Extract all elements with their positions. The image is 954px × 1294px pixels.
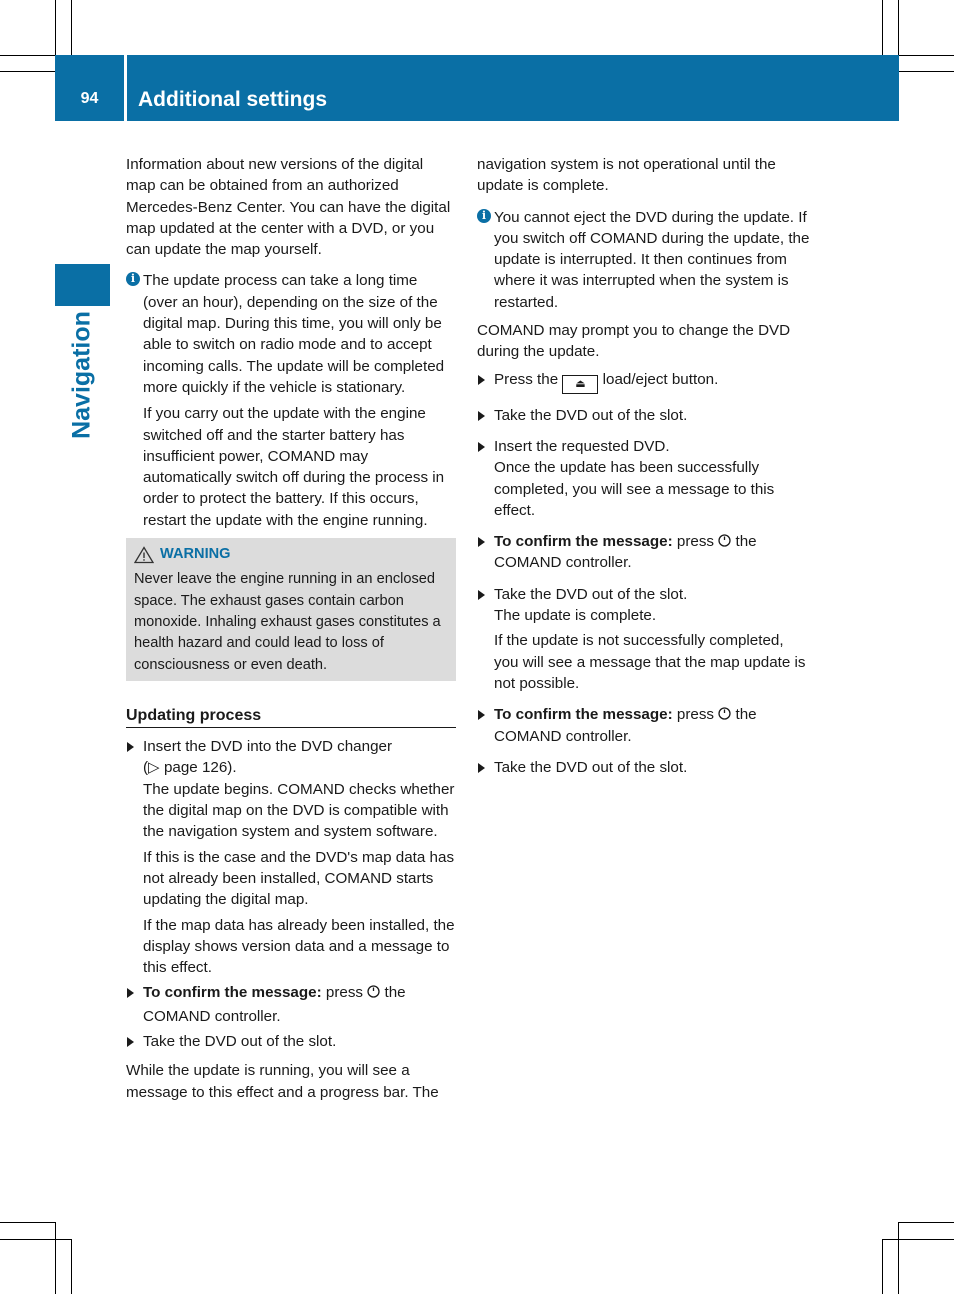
section-title: Additional settings (138, 88, 327, 111)
continued-paragraph: navigation system is not operational until the update is complete. (477, 156, 776, 195)
step-text: Take the DVD out of the slot. (494, 585, 688, 603)
step-take-dvd-out-2 (477, 584, 811, 694)
step-arrow-icon (478, 411, 485, 421)
step-insert-dvd (126, 736, 456, 978)
step-label: To confirm the message: (143, 984, 322, 1002)
step-result: The update is complete. (494, 607, 657, 625)
crop-mark (71, 0, 72, 55)
step-result: Once the update has been successfully completed, you will see a message to this effect. (494, 459, 775, 519)
step-text-2: the (735, 533, 757, 551)
info-note-text-2: If you carry out the update with the engine switched off and the starter battery has insufficient power, COMAND may automatically switch off during the process in order to protect the battery. If this occurs, restart the update with the engine running. (143, 405, 445, 529)
step-text: press (676, 706, 715, 724)
step-insert-requested-dvd (477, 436, 811, 521)
step-text: Press the (494, 370, 559, 388)
info-note-text: You cannot eject the DVD during the update. If you switch off COMAND during the update, the update is interrupted. It then continues from where it was interrupted when the system is restarted. (494, 208, 810, 311)
step-text-2: the (384, 984, 406, 1002)
crop-mark (0, 55, 55, 56)
crop-mark (899, 1222, 954, 1223)
step-text: Insert the requested DVD. (494, 437, 670, 455)
subheading-updating-process: Updating process (126, 705, 456, 728)
crop-mark (55, 1222, 56, 1294)
crop-mark (71, 1239, 72, 1294)
crop-mark (0, 1239, 71, 1240)
controller-press-icon (367, 985, 380, 998)
step-arrow-icon (478, 442, 485, 452)
right-column (477, 154, 811, 778)
info-icon (126, 272, 140, 286)
warning-text: Never leave the engine running in an enclosed space. The exhaust gases contain carbon monoxide. Inhaling exhaust gases constitutes a health hazard and could lead to loss of consciousness or even death. (134, 571, 441, 673)
info-icon (477, 209, 491, 223)
step-arrow-icon (127, 742, 134, 752)
step-confirm-message-2 (477, 704, 811, 747)
step-text-3: COMAND controller. (494, 727, 632, 745)
warning-header (134, 544, 448, 565)
step-result-3: If the map data has already been installed, the display shows version data and a message to this effect. (143, 916, 455, 977)
crop-mark (882, 1239, 954, 1240)
step-press-eject (477, 369, 811, 394)
side-tab-label: Navigation (67, 311, 96, 439)
step-result: The update begins. COMAND checks whether the digital map on the DVD is compatible with the navigation system and system software. (143, 780, 455, 841)
crop-mark (899, 71, 954, 72)
eject-button-icon: ⏏ (562, 375, 598, 394)
closing-paragraph: While the update is running, you will see a message to this effect and a progress bar. The (126, 1062, 439, 1101)
step-text-2: load/eject button. (602, 370, 719, 388)
crop-mark (0, 71, 55, 72)
info-note-text: The update process can take a long time (over an hour), depending on the size of the digital map. During this time, you will only be able to switch on radio mode and to accept incoming calls. The update will be completed more quickly if the vehicle is stationary. (143, 272, 445, 396)
left-column (126, 154, 456, 1103)
step-text: Take the DVD out of the slot. (494, 406, 688, 424)
step-text-3: COMAND controller. (143, 1007, 281, 1025)
step-label: To confirm the message: (494, 533, 673, 551)
step-text: press (325, 984, 364, 1002)
crop-mark (899, 55, 954, 56)
header-separator (124, 55, 127, 121)
step-arrow-icon (478, 537, 485, 547)
crop-mark (882, 1239, 883, 1294)
prompt-paragraph: COMAND may prompt you to change the DVD during the update. (477, 322, 791, 361)
crop-mark (0, 1222, 55, 1223)
step-arrow-icon (478, 590, 485, 600)
step-text: Take the DVD out of the slot. (143, 1032, 337, 1050)
step-take-dvd-out (126, 1031, 456, 1052)
crop-mark (55, 0, 56, 55)
step-result-2: If the update is not successfully completed, you will see a message that the map update is not possible. (494, 632, 806, 692)
step-text-2: the (735, 706, 757, 724)
step-result-2: If this is the case and the DVD's map data has not already been installed, COMAND starts updating the digital map. (143, 848, 455, 909)
info-note (126, 270, 456, 531)
step-text-3: COMAND controller. (494, 554, 632, 572)
step-arrow-icon (478, 375, 485, 385)
page-number: 94 (80, 90, 99, 107)
intro-paragraph: Information about new versions of the digital map can be obtained from an authorized Mercedes-Benz Center. You can have the digital map updated at the center with a DVD, or you can update the map yourself. (126, 156, 451, 259)
step-label: To confirm the message: (494, 706, 673, 724)
crop-mark (898, 1222, 899, 1294)
step-arrow-icon (478, 763, 485, 773)
step-arrow-icon (478, 710, 485, 720)
step-text: press (676, 533, 715, 551)
crop-mark (882, 0, 883, 55)
warning-box (126, 538, 456, 681)
warning-title: WARNING (160, 546, 231, 563)
controller-press-icon (718, 534, 731, 547)
step-text: Take the DVD out of the slot. (494, 758, 688, 776)
step-arrow-icon (127, 1037, 134, 1047)
step-arrow-icon (127, 988, 134, 998)
controller-press-icon (718, 707, 731, 720)
page-reference: (▷ page 126). (143, 759, 237, 777)
crop-mark (898, 0, 899, 55)
step-confirm-message (126, 982, 456, 1027)
step-take-dvd-out-3 (477, 757, 811, 778)
side-tab-marker (55, 264, 110, 306)
step-take-dvd-out (477, 405, 811, 426)
warning-triangle-icon (134, 546, 154, 564)
step-confirm-message (477, 531, 811, 574)
step-text: Insert the DVD into the DVD changer (143, 738, 393, 756)
info-note (477, 207, 811, 313)
